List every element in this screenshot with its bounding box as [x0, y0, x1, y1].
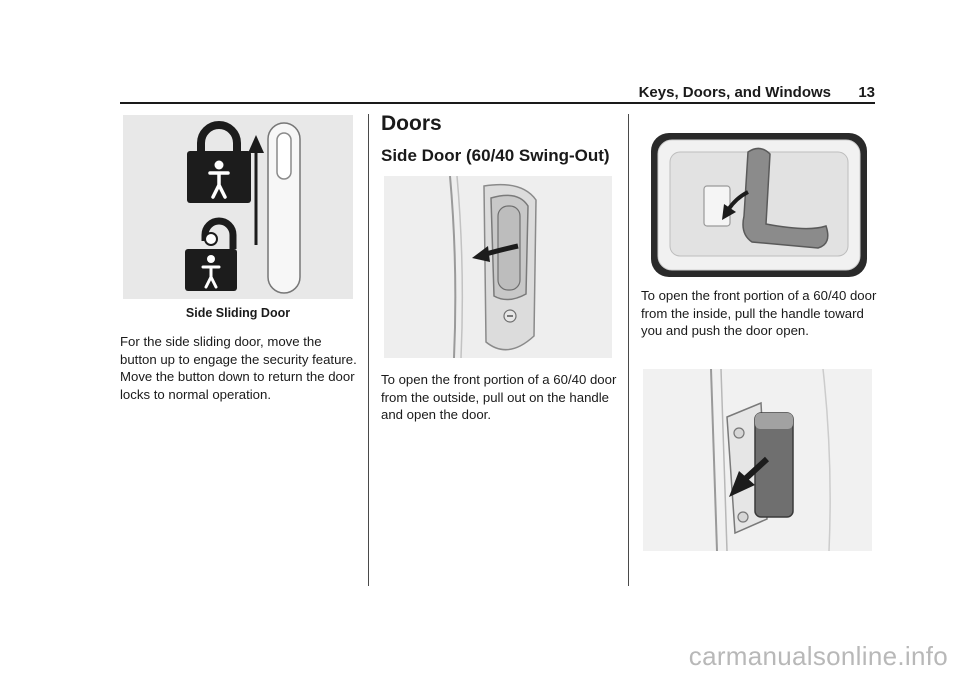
right-paragraph: To open the front portion of a 60/40 door from the inside, pull the handle toward you and push the door open.: [641, 288, 877, 338]
column-divider-right: [628, 114, 629, 586]
column-divider-left: [368, 114, 369, 586]
page-header: [120, 84, 875, 104]
middle-paragraph: To open the front portion of a 60/40 door from the outside, pull out on the handle and open the door.: [381, 372, 617, 422]
watermark: carmanualsonline.info: [688, 641, 948, 671]
header-rule: [120, 102, 875, 104]
door-release-handle-illustration: [643, 369, 872, 551]
figure-caption: Side Sliding Door: [185, 306, 291, 320]
page-number: 13: [858, 84, 875, 101]
door-button-slot: [268, 123, 300, 293]
side-sliding-door-illustration: [123, 115, 353, 299]
exterior-door-handle-illustration: [384, 176, 612, 358]
doors-heading: Doors: [381, 112, 442, 135]
left-paragraph: For the side sliding door, move the button up to engage the security feature. Move the button down to return the door locks to normal operation.: [120, 334, 357, 402]
side-door-subheading: Side Door (60/40 Swing-Out): [381, 146, 610, 165]
interior-door-handle-illustration: [648, 130, 870, 280]
section-title: Keys, Doors, and Windows: [638, 84, 831, 101]
